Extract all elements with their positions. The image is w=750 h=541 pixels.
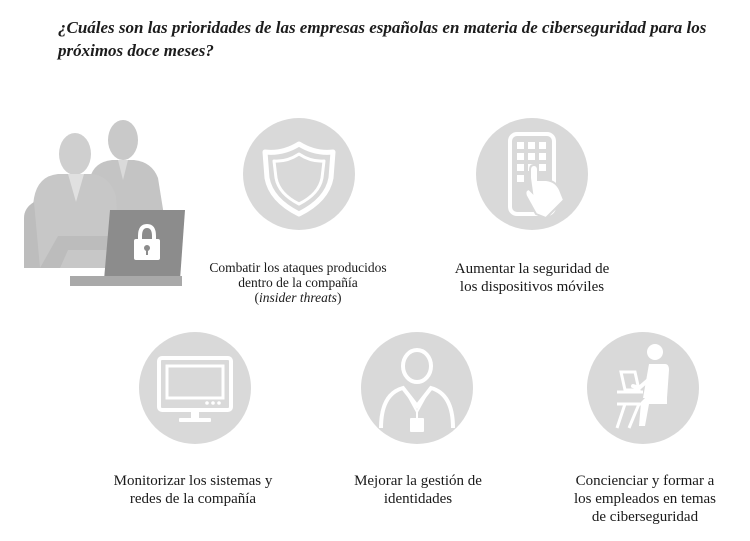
people-with-laptop-lock-icon: [20, 118, 185, 288]
monitor-icon: [139, 332, 251, 444]
caption-line: Mejorar la gestión de: [354, 473, 482, 489]
caption-line: Combatir los ataques producidos: [209, 260, 387, 275]
caption-line: redes de la compañía: [129, 491, 257, 507]
id-badge-person-icon: [361, 332, 473, 444]
caption-identity: [318, 472, 518, 508]
person-laptop-icon: [587, 332, 699, 444]
caption-mobile-security: [420, 260, 644, 296]
caption-line: los empleados en temas: [573, 491, 717, 507]
caption-monitoring: [88, 472, 298, 508]
caption-training: [550, 472, 740, 526]
caption-line: Monitorizar los sistemas y: [113, 473, 273, 489]
page-title: ¿Cuáles son las prioridades de las empresas españolas en materia de ciberseguridad para los próximos doce meses?: [58, 18, 707, 60]
caption-insider-threats: [190, 260, 406, 305]
caption-line: Aumentar la seguridad de: [454, 261, 610, 277]
caption-line: (insider threats): [254, 290, 342, 305]
caption-line: los dispositivos móviles: [459, 279, 605, 295]
shield-icon: [243, 118, 355, 230]
caption-line: de ciberseguridad: [591, 509, 699, 525]
smartphone-touch-icon: [476, 118, 588, 230]
caption-line: dentro de la compañía: [238, 275, 358, 290]
caption-line: identidades: [383, 491, 453, 507]
caption-line: Concienciar y formar a: [575, 473, 715, 489]
